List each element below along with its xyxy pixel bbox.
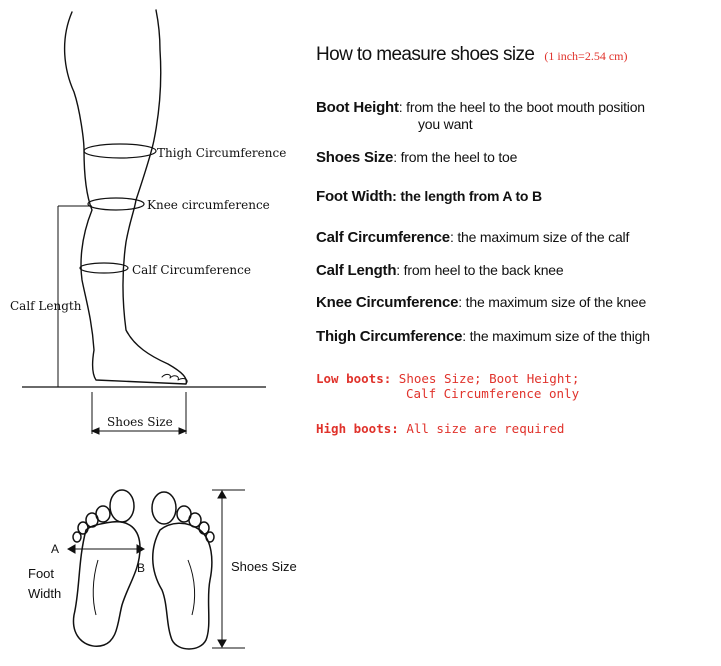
unit-note: (1 inch=2.54 cm) [544,49,628,63]
high-boots-label: High boots: [316,421,399,436]
calf-circumference-label: Calf Circumference [132,263,251,277]
low-boots-label: Low boots: [316,371,392,386]
definition-text: : from heel to the back knee [396,262,564,278]
definition-term: Knee Circumference [316,294,459,311]
definition-text: : from the heel to toe [393,149,518,165]
definition-term: Calf Circumference [316,229,450,246]
definition-text: : the maximum size of the calf [449,229,630,245]
definition-knee-circumference [316,294,646,311]
left-footprint [73,490,140,646]
definition-calf-length [316,262,563,279]
point-b-label: B [137,561,146,575]
definition-term: Thigh Circumference [316,328,463,345]
definition-foot-width [316,188,542,205]
definition-continuation: you want [418,116,473,132]
calf-circumference-ring [80,263,128,273]
calf-length-label: Calf Length [10,299,82,313]
page-title [316,44,627,66]
definition-text: : the length from A to B [392,188,542,204]
definition-term: Boot Height [316,99,399,116]
right-footprint [152,492,214,649]
high-boots-note [316,421,564,436]
thigh-circumference-label: Thigh Circumference [157,146,287,160]
leg-illustration [65,10,188,384]
definition-thigh-circumference [316,328,650,345]
knee-circumference-label: Knee circumference [147,198,270,212]
definition-term: Calf Length [316,262,397,279]
point-a-label: A [51,542,60,556]
definition-calf-circumference [316,229,629,246]
foot-width-dimension [68,545,144,553]
low-boots-text: Shoes Size; Boot Height; [398,371,580,386]
definition-boot-height [316,99,645,132]
leg-shoes-size-label: Shoes Size [107,415,173,429]
definition-shoes-size [316,149,517,166]
low-boots-continuation: Calf Circumference only [406,386,580,401]
foot-shoes-size-label: Shoes Size [231,559,297,574]
foot-width-label-line1: Foot [28,566,55,581]
calf-length-dimension [58,206,92,387]
title-text: How to measure shoes size [316,44,535,65]
definition-term: Foot Width [316,188,393,205]
definition-text: : the maximum size of the knee [458,294,647,310]
thigh-circumference-ring [84,144,156,158]
low-boots-note [316,371,579,401]
definition-text: : the maximum size of the thigh [462,328,650,344]
definition-term: Shoes Size [316,149,394,166]
definition-text: : from the heel to the boot mouth position [398,99,645,115]
foot-width-label-line2: Width [28,586,62,601]
high-boots-text: All size are required [406,421,565,436]
